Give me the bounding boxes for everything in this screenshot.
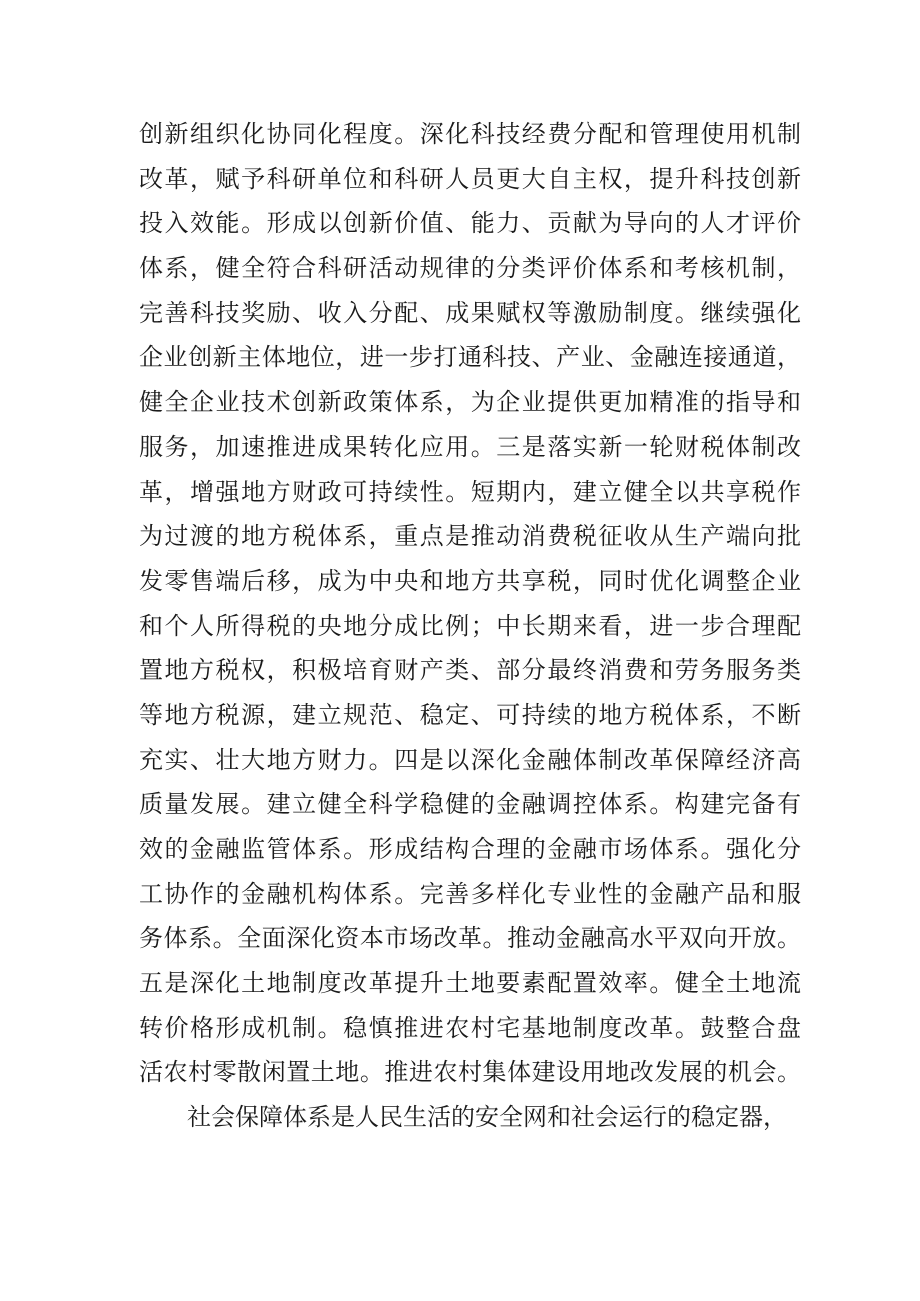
text-line: 活农村零散闲置土地。推进农村集体建设用地改发展的机会。 <box>139 1058 801 1087</box>
text-line: 务体系。全面深化资本市场改革。推动金融高水平双向开放。 <box>139 924 801 953</box>
text-line: 投入效能。形成以创新价值、能力、贡献为导向的人才评价 <box>139 209 801 238</box>
text-line: 质量发展。建立健全科学稳健的金融调控体系。构建完备有 <box>139 790 801 819</box>
text-line: 置地方税权，积极培育财产类、部分最终消费和劳务服务类 <box>139 656 801 685</box>
text-line: 体系，健全符合科研活动规律的分类评价体系和考核机制， <box>139 254 801 283</box>
text-line: 健全企业技术创新政策体系，为企业提供更加精准的指导和 <box>139 388 801 417</box>
text-line: 转价格形成机制。稳慎推进农村宅基地制度改革。鼓整合盘 <box>139 1013 801 1042</box>
body-text <box>139 112 801 1140</box>
text-line: 企业创新主体地位，进一步打通科技、产业、金融连接通道， <box>139 343 801 372</box>
text-line: 效的金融监管体系。形成结构合理的金融市场体系。强化分 <box>139 835 801 863</box>
text-line: 和个人所得税的央地分成比例；中长期来看，进一步合理配 <box>139 611 801 640</box>
text-line: 革，增强地方财政可持续性。短期内，建立健全以共享税作 <box>139 477 801 506</box>
text-line: 工协作的金融机构体系。完善多样化专业性的金融产品和服 <box>139 879 801 908</box>
text-line: 五是深化土地制度改革提升土地要素配置效率。健全土地流 <box>139 969 801 998</box>
text-line: 改革，赋予科研单位和科研人员更大自主权，提升科技创新 <box>139 164 801 193</box>
text-line: 为过渡的地方税体系，重点是推动消费税征收从生产端向批 <box>139 522 801 551</box>
text-line: 创新组织化协同化程度。深化科技经费分配和管理使用机制 <box>139 120 801 148</box>
text-line: 服务，加速推进成果转化应用。三是落实新一轮财税体制改 <box>139 432 801 461</box>
text-line: 充实、壮大地方财力。四是以深化金融体制改革保障经济高 <box>139 745 801 774</box>
text-line: 等地方税源，建立规范、稳定、可持续的地方税体系，不断 <box>139 700 801 729</box>
text-line: 完善科技奖励、收入分配、成果赋权等激励制度。继续强化 <box>139 298 801 327</box>
text-line: 发零售端后移，成为中央和地方共享税，同时优化调整企业 <box>139 566 801 595</box>
paragraph-start-line: 社会保障体系是人民生活的安全网和社会运行的稳定器， <box>187 1103 787 1132</box>
